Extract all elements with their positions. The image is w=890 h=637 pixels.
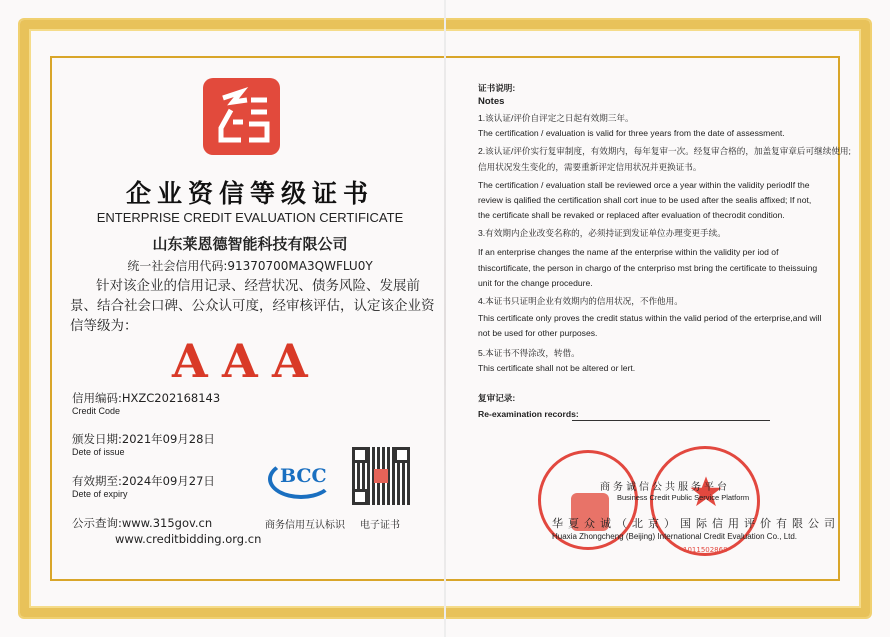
issuer-company: 华夏众诚（北京）国际信用评价有限公司 [552,517,840,530]
note-line: unit for the change procedure. [478,278,593,288]
bcc-logo-text: BCC [280,465,327,487]
qr-label: 电子证书 [360,520,400,531]
seal-number: 1011502868 [683,546,728,554]
note-line: 信用状况发生变化的，需要重新评定信用状况并更换证书。 [478,162,702,172]
notes-heading-en: Notes [478,96,505,107]
public-query: 公示查询:www.315gov.cn [72,516,213,530]
certificate-title: 企业资信等级证书 [125,179,374,208]
company-name: 山东莱恩德智能科技有限公司 [152,235,348,253]
note-line: If an enterprise changes the name af the enterprise within the validity per iod of [478,247,779,257]
note-line: 5.本证书不得涂改，转借。 [478,348,580,358]
note-line: 2.该认证/评价实行复审制度，有效期内，每年复审一次。经复审合格的，加盖复审章后可继续使用; [478,146,851,156]
grade-letter: A [222,334,258,388]
note-line: This certificate shall not be altered or lert. [478,363,636,373]
note-line: the certificate shall be revaked or replaced after evaluation of thecrodit condition. [478,210,785,220]
expiry-date-label: Dete of expiry [72,489,128,499]
issue-date: 颁发日期:2021年09月28日 [72,432,215,446]
issuer-company-en: Huaxia Zhongcheng (Beijing) International Credit Evaluation Co., Ltd. [552,532,798,541]
reexam-heading-cn: 复审记录: [478,393,516,403]
query-url[interactable]: www.creditbidding.org.cn [115,532,262,546]
bcc-label: 商务信用互认标识 [265,520,345,531]
note-line: 1.该认证/评价自评定之日起有效期三年。 [478,113,634,123]
note-line: The certification / evaluation is valid for three years from the date of assessment. [478,128,785,138]
bcc-logo [268,455,338,501]
note-line: not be used for other purposes. [478,328,598,338]
credit-logo [203,78,280,155]
reexam-heading-en: Re-examination records: [478,409,579,419]
statement: 针对该企业的信用记录、经营状况、债务风险、发展前景、结合社会口碑、公众认可度，经审核评估，认定该企业资信等级为： [70,278,435,334]
note-line: thiscortificate, the person in chargo of the cnterpriso mst bring the certificate to theissuing [478,263,818,273]
issue-date-label: Dete of issue [72,447,125,457]
reexam-line [572,420,770,421]
qr-code[interactable] [352,447,410,505]
platform-name: 商务诚信公共服务平台 [600,482,730,493]
note-line: 4.本证书只证明企业有效期内的信用状况，不作他用。 [478,296,683,306]
unified-credit-code: 统一社会信用代码:91370700MA3QWFLU0Y [127,259,373,273]
note-line: 3.有效期内企业改变名称的，必须持证到发证单位办理变更手续。 [478,228,726,238]
credit-code: 信用编码:HXZC202168143 [72,391,221,405]
note-line: review is qalified the certification shall cort inue to be used after the sealis affixed; If not, [478,195,812,205]
platform-name-en: Business Credit Public Service Platform [617,493,750,502]
note-line: This certificate only proves the credit status within the valid period of the erterprise,and will [478,313,822,323]
note-line: The certification / evaluation stall be reviewed orce a year within the validity periodIf the [478,180,810,190]
expiry-date: 有效期至:2024年09月27日 [72,474,215,488]
credit-code-label: Credit Code [72,406,121,416]
grade-letter: A [172,334,208,388]
page-fold [444,0,446,637]
certificate-title-en: ENTERPRISE CREDIT EVALUATION CERTIFICATE [96,210,404,225]
notes-heading-cn: 证书说明: [478,83,516,93]
grade-letter: A [272,334,308,388]
